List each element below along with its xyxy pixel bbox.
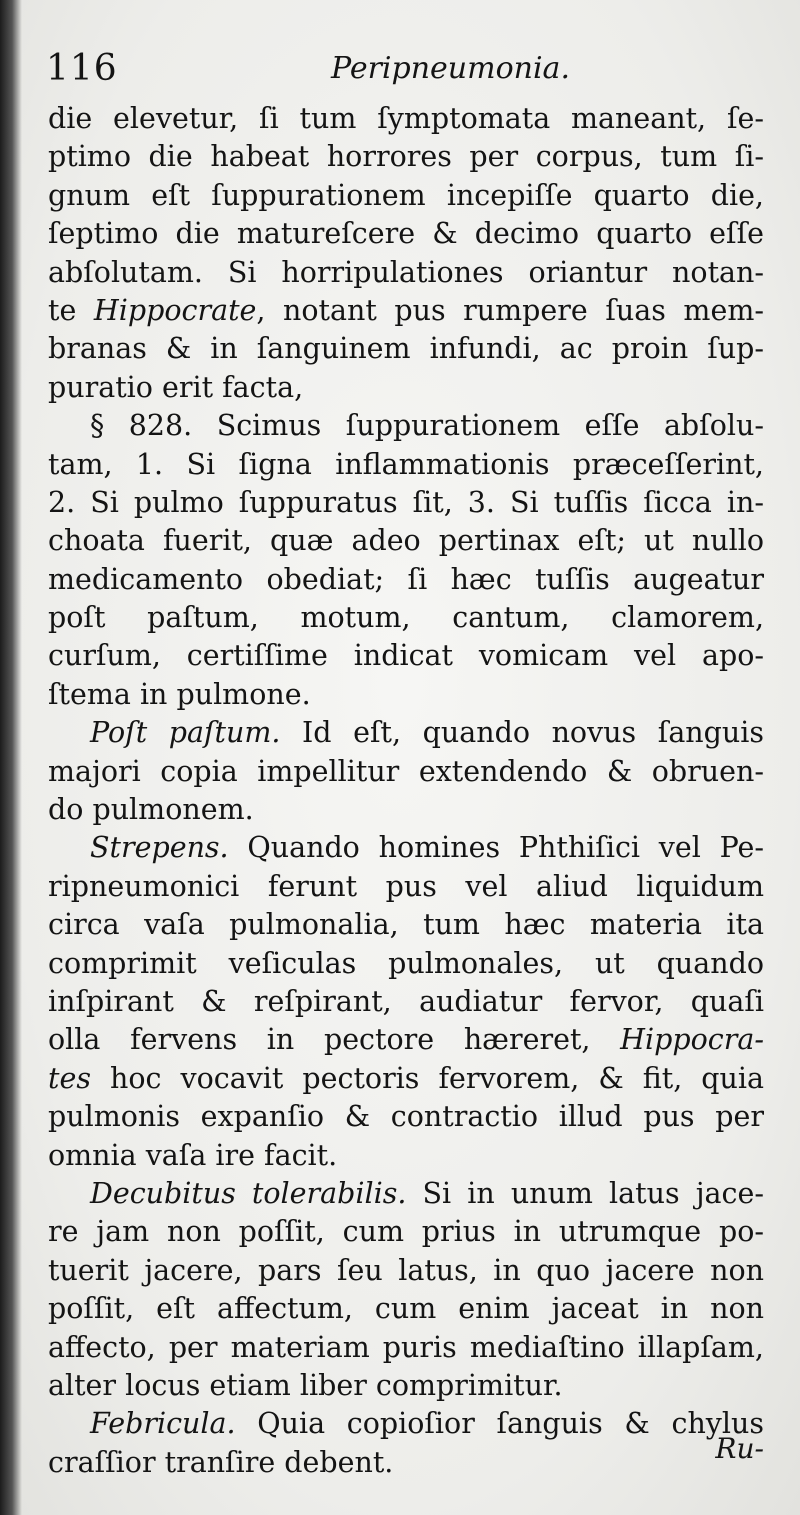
- text-line: pulmonis expanſio & contractio illud pus per: [48, 1100, 764, 1134]
- text-fragment: Quando homines Phthiſici vel Pe-: [228, 831, 764, 865]
- text-line: majori copia impellitur extendendo & obruen-: [48, 754, 764, 788]
- text-line: [48, 292, 764, 330]
- text-line: tuerit jacere, pars ſeu latus, in quo jacere non: [48, 1253, 764, 1287]
- text-line: die elevetur, ſi tum ſymptomata maneant, ſe-: [48, 102, 764, 135]
- text-line: ripneumonici ferunt pus vel aliud liquidum: [48, 869, 764, 903]
- text-fragment: Quia copioſior ſanguis & chylus: [235, 1407, 764, 1441]
- text-fragment: , notant pus rumpere ſuas mem-: [256, 293, 764, 327]
- text-line: tam, 1. Si ſigna inflammationis præceſſerint,: [48, 447, 764, 481]
- text-line: choata fuerit, quæ adeo pertinax eſt; ut nullo: [48, 524, 764, 558]
- page-header: [46, 44, 766, 94]
- lemma-febricula: Febricula.: [90, 1407, 236, 1441]
- text-line: craſſior tranſire debent.: [48, 1445, 394, 1479]
- text-line: [48, 1175, 764, 1213]
- running-title: Peripneumonia.: [331, 51, 570, 86]
- text-line: [48, 1405, 764, 1443]
- text-line: [48, 1060, 764, 1098]
- text-line: ptimo die habeat horrores per corpus, tum ſi-: [48, 140, 764, 174]
- text-line: re jam non poſſit, cum prius in utrumque po-: [48, 1215, 764, 1249]
- text-line: do pulmonem.: [48, 793, 254, 827]
- text-line: omnia vaſa ire facit.: [48, 1138, 338, 1172]
- text-line: abſolutam. Si horripulationes oriantur notan-: [48, 255, 764, 289]
- lemma-decubitus-tolerabilis: Decubitus tolerabilis.: [90, 1176, 407, 1210]
- text-fragment: hoc vocavit pectoris fervorem, & fit, quia: [90, 1061, 764, 1095]
- text-line: comprimit veſiculas pulmonales, ut quando: [48, 946, 764, 980]
- text-line: poſſit, eſt affectum, cum enim jaceat in non: [48, 1292, 764, 1326]
- page-number: 116: [46, 48, 118, 89]
- text-line: ſtema in pulmone.: [48, 677, 311, 711]
- text-line: 2. Si pulmo ſuppuratus ſit, 3. Si tuſſis ſicca in-: [48, 485, 764, 519]
- text-line: puratio erit facta,: [48, 370, 304, 404]
- text-fragment: te: [48, 293, 94, 327]
- text-fragment: olla fervens in pectore hæreret,: [48, 1023, 621, 1057]
- cited-author-hippocrate: Hippocrate: [93, 293, 257, 327]
- text-line: medicamento obediat; ſi hæc tuſſis augeatur: [48, 562, 764, 596]
- text-line: branas & in ſanguinem infundi, ac proin ſup-: [48, 332, 764, 366]
- text-line: ſeptimo die matureſcere & decimo quarto eſſe: [48, 217, 764, 251]
- text-line: poſt paſtum, motum, cantum, clamorem,: [48, 601, 764, 635]
- text-line: circa vaſa pulmonalia, tum hæc materia ita: [48, 908, 764, 942]
- catchword: Ru-: [715, 1432, 764, 1465]
- text-line: gnum eſt ſuppurationem incepiſſe quarto die,: [48, 178, 764, 212]
- text-line: alter locus etiam liber comprimitur.: [48, 1368, 563, 1402]
- cited-author-hippocrates-cont: tes: [48, 1061, 91, 1095]
- text-line: affecto, per materiam puris mediaſtino illapſam,: [48, 1330, 764, 1364]
- text-fragment: Id eſt, quando novus ſanguis: [280, 716, 765, 750]
- text-line: [48, 829, 764, 867]
- lemma-post-pastum: Poſt paſtum.: [90, 716, 281, 750]
- body-text: [48, 100, 764, 1482]
- text-line: [48, 1021, 764, 1059]
- text-line: curſum, certiſſime indicat vomicam vel apo-: [48, 639, 764, 673]
- cited-author-hippocrates: Hippocra-: [620, 1023, 764, 1057]
- text-line: [48, 714, 764, 752]
- text-line: inſpirant & reſpirant, audiatur fervor, quaſi: [48, 984, 764, 1018]
- section-828-start: § 828. Scimus ſuppurationem eſſe abſolu-: [90, 409, 764, 443]
- lemma-strepens: Strepens.: [90, 831, 229, 865]
- text-fragment: Si in unum latus jace-: [406, 1176, 764, 1210]
- binding-gutter-shadow: [0, 0, 22, 1515]
